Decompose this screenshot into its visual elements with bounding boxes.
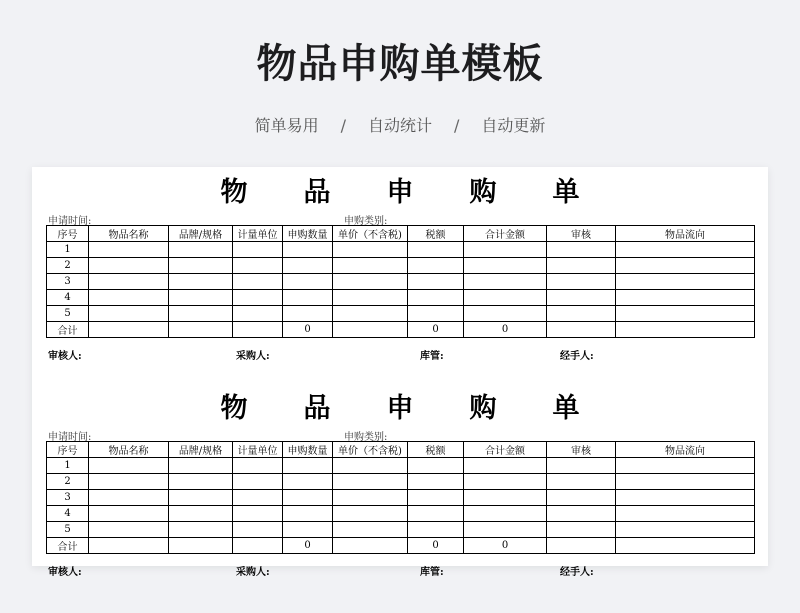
table-cell[interactable] (333, 458, 408, 474)
page-title: 物品申购单模板 (256, 41, 544, 87)
request-date-label: 申请时间: (48, 216, 92, 227)
table-cell[interactable] (333, 290, 408, 306)
table-cell[interactable] (233, 474, 283, 490)
table-header-row (47, 442, 755, 458)
signature-label: 库管: (420, 351, 444, 362)
table-cell[interactable] (169, 458, 233, 474)
table-cell[interactable] (283, 258, 333, 274)
tag-separator: / (340, 116, 346, 135)
form-title (46, 391, 754, 427)
table-cell[interactable] (89, 474, 169, 490)
feature-tagline (0, 113, 800, 136)
signature-label: 审核人: (48, 567, 82, 578)
table-cell[interactable] (464, 290, 547, 306)
total-cell[interactable] (616, 322, 755, 338)
table-cell[interactable] (89, 458, 169, 474)
table-cell[interactable] (233, 506, 283, 522)
table-cell[interactable] (169, 474, 233, 490)
table-cell[interactable] (233, 290, 283, 306)
table-cell[interactable] (283, 306, 333, 322)
table-cell[interactable] (616, 290, 755, 306)
table-cell[interactable] (169, 258, 233, 274)
table-cell[interactable]: 2 (47, 258, 89, 274)
column-header: 单价（不含税) (333, 226, 408, 242)
table-cell[interactable] (408, 274, 464, 290)
signature-line (46, 345, 754, 365)
table-row (47, 490, 755, 506)
total-cell[interactable] (169, 538, 233, 554)
table-row (47, 290, 755, 306)
table-row (47, 306, 755, 322)
total-cell[interactable] (233, 538, 283, 554)
table-cell[interactable] (464, 522, 547, 538)
table-cell[interactable] (89, 290, 169, 306)
table-cell[interactable] (169, 242, 233, 258)
column-header: 申购数量 (283, 442, 333, 458)
table-header-row (47, 226, 755, 242)
form-title-char: 品 (303, 393, 331, 424)
table-cell[interactable]: 4 (47, 290, 89, 306)
column-header: 物品流向 (616, 442, 755, 458)
table-cell[interactable] (464, 458, 547, 474)
table-cell[interactable]: 3 (47, 274, 89, 290)
table-cell[interactable] (333, 306, 408, 322)
column-header: 物品流向 (616, 226, 755, 242)
table-cell[interactable] (283, 474, 333, 490)
table-row (47, 474, 755, 490)
table-cell[interactable] (616, 506, 755, 522)
table-cell[interactable] (616, 490, 755, 506)
purchase-category-label: 申购类别: (344, 432, 388, 443)
table-cell[interactable] (333, 522, 408, 538)
table-cell[interactable] (547, 306, 616, 322)
table-cell[interactable] (283, 458, 333, 474)
table-cell[interactable] (464, 242, 547, 258)
table-cell[interactable]: 1 (47, 458, 89, 474)
total-cell[interactable]: 0 (464, 538, 547, 554)
table-cell[interactable] (169, 522, 233, 538)
table-cell[interactable] (408, 506, 464, 522)
table-cell[interactable] (547, 290, 616, 306)
total-cell[interactable]: 合计 (47, 322, 89, 338)
form-title-char: 品 (303, 177, 331, 208)
total-row (47, 322, 755, 338)
total-cell[interactable]: 0 (283, 538, 333, 554)
table-cell[interactable] (89, 306, 169, 322)
total-cell[interactable] (169, 322, 233, 338)
table-row (47, 242, 755, 258)
table-cell[interactable]: 5 (47, 522, 89, 538)
column-header: 合计金额 (464, 442, 547, 458)
table-cell[interactable] (89, 274, 169, 290)
table-cell[interactable] (233, 522, 283, 538)
table-row (47, 506, 755, 522)
table-cell[interactable] (333, 506, 408, 522)
purchase-table (46, 441, 755, 554)
purchase-category-label: 申购类别: (344, 216, 388, 227)
purchase-form (46, 175, 754, 365)
table-cell[interactable] (89, 242, 169, 258)
signature-label: 库管: (420, 567, 444, 578)
total-row (47, 538, 755, 554)
table-cell[interactable] (283, 290, 333, 306)
table-cell[interactable] (616, 274, 755, 290)
table-cell[interactable] (408, 490, 464, 506)
table-cell[interactable] (616, 242, 755, 258)
table-cell[interactable] (547, 242, 616, 258)
form-title-char: 物 (220, 177, 248, 208)
column-header: 物品名称 (89, 226, 169, 242)
table-cell[interactable] (547, 522, 616, 538)
table-cell[interactable] (333, 274, 408, 290)
form-title-char: 申 (386, 177, 414, 208)
column-header: 税额 (408, 226, 464, 242)
table-cell[interactable] (616, 258, 755, 274)
table-cell[interactable] (283, 506, 333, 522)
column-header: 申购数量 (283, 226, 333, 242)
form-title-char: 单 (552, 177, 580, 208)
table-cell[interactable] (333, 474, 408, 490)
column-header: 品牌/规格 (169, 226, 233, 242)
form-title-char: 物 (220, 393, 248, 424)
column-header: 审核 (547, 226, 616, 242)
total-cell[interactable]: 0 (464, 322, 547, 338)
total-cell[interactable] (233, 322, 283, 338)
table-cell[interactable] (169, 506, 233, 522)
table-cell[interactable] (408, 474, 464, 490)
signature-label: 经手人: (560, 351, 594, 362)
form-title-char: 购 (469, 393, 497, 424)
total-cell[interactable]: 0 (408, 538, 464, 554)
purchase-form (46, 391, 754, 581)
table-cell[interactable] (333, 490, 408, 506)
table-cell[interactable] (408, 306, 464, 322)
table-cell[interactable] (233, 306, 283, 322)
table-cell[interactable] (333, 242, 408, 258)
table-cell[interactable] (169, 290, 233, 306)
table-cell[interactable] (616, 306, 755, 322)
table-cell[interactable] (408, 258, 464, 274)
total-cell[interactable] (547, 538, 616, 554)
table-cell[interactable] (283, 490, 333, 506)
signature-label: 采购人: (236, 567, 270, 578)
column-header: 序号 (47, 442, 89, 458)
table-cell[interactable] (283, 242, 333, 258)
table-cell[interactable] (408, 242, 464, 258)
table-cell[interactable]: 1 (47, 242, 89, 258)
table-cell[interactable] (464, 274, 547, 290)
table-cell[interactable]: 5 (47, 306, 89, 322)
form-title-char: 申 (386, 393, 414, 424)
table-cell[interactable] (233, 458, 283, 474)
feature-tag: 自动更新 (481, 116, 546, 135)
table-cell[interactable] (233, 258, 283, 274)
total-cell[interactable] (547, 322, 616, 338)
table-cell[interactable]: 3 (47, 490, 89, 506)
table-cell[interactable] (547, 458, 616, 474)
total-cell[interactable] (333, 322, 408, 338)
table-row (47, 522, 755, 538)
total-cell[interactable]: 0 (283, 322, 333, 338)
table-cell[interactable] (464, 490, 547, 506)
spreadsheet-preview (32, 167, 768, 578)
table-cell[interactable] (89, 522, 169, 538)
table-cell[interactable] (333, 258, 408, 274)
total-cell[interactable] (333, 538, 408, 554)
column-header: 品牌/规格 (169, 442, 233, 458)
signature-line (46, 561, 754, 581)
total-cell[interactable]: 合计 (47, 538, 89, 554)
table-cell[interactable] (464, 506, 547, 522)
column-header: 合计金额 (464, 226, 547, 242)
total-cell[interactable] (89, 538, 169, 554)
feature-tag: 简单易用 (254, 116, 319, 135)
table-cell[interactable] (547, 474, 616, 490)
total-cell[interactable] (616, 538, 755, 554)
table-cell[interactable] (408, 458, 464, 474)
column-header: 序号 (47, 226, 89, 242)
table-cell[interactable] (616, 458, 755, 474)
column-header: 税额 (408, 442, 464, 458)
form-meta (46, 211, 754, 225)
table-cell[interactable] (547, 274, 616, 290)
table-cell[interactable] (169, 274, 233, 290)
form-title (46, 175, 754, 211)
table-cell[interactable] (233, 490, 283, 506)
table-cell[interactable] (616, 474, 755, 490)
form-meta (46, 427, 754, 441)
column-header: 计量单位 (233, 226, 283, 242)
request-date-label: 申请时间: (48, 432, 92, 443)
table-cell[interactable] (233, 242, 283, 258)
table-cell[interactable] (547, 258, 616, 274)
purchase-table (46, 225, 755, 338)
table-cell[interactable]: 2 (47, 474, 89, 490)
table-cell[interactable] (464, 474, 547, 490)
total-cell[interactable] (89, 322, 169, 338)
column-header: 单价（不含税) (333, 442, 408, 458)
signature-label: 经手人: (560, 567, 594, 578)
column-header: 物品名称 (89, 442, 169, 458)
table-cell[interactable] (616, 522, 755, 538)
feature-tag: 自动统计 (367, 116, 432, 135)
signature-label: 采购人: (236, 351, 270, 362)
table-cell[interactable] (408, 290, 464, 306)
column-header: 审核 (547, 442, 616, 458)
table-cell[interactable] (89, 258, 169, 274)
table-cell[interactable] (89, 490, 169, 506)
total-cell[interactable]: 0 (408, 322, 464, 338)
tag-separator: / (454, 116, 460, 135)
table-cell[interactable]: 4 (47, 506, 89, 522)
table-cell[interactable] (464, 258, 547, 274)
table-cell[interactable] (233, 274, 283, 290)
column-header: 计量单位 (233, 442, 283, 458)
form-title-char: 单 (552, 393, 580, 424)
signature-label: 审核人: (48, 351, 82, 362)
table-cell[interactable] (169, 306, 233, 322)
table-cell[interactable] (464, 306, 547, 322)
table-cell[interactable] (547, 490, 616, 506)
table-cell[interactable] (547, 506, 616, 522)
table-cell[interactable] (283, 522, 333, 538)
table-cell[interactable] (408, 522, 464, 538)
table-cell[interactable] (89, 506, 169, 522)
form-title-char: 购 (469, 177, 497, 208)
table-row (47, 274, 755, 290)
table-cell[interactable] (169, 490, 233, 506)
table-cell[interactable] (283, 274, 333, 290)
table-row (47, 458, 755, 474)
table-row (47, 258, 755, 274)
